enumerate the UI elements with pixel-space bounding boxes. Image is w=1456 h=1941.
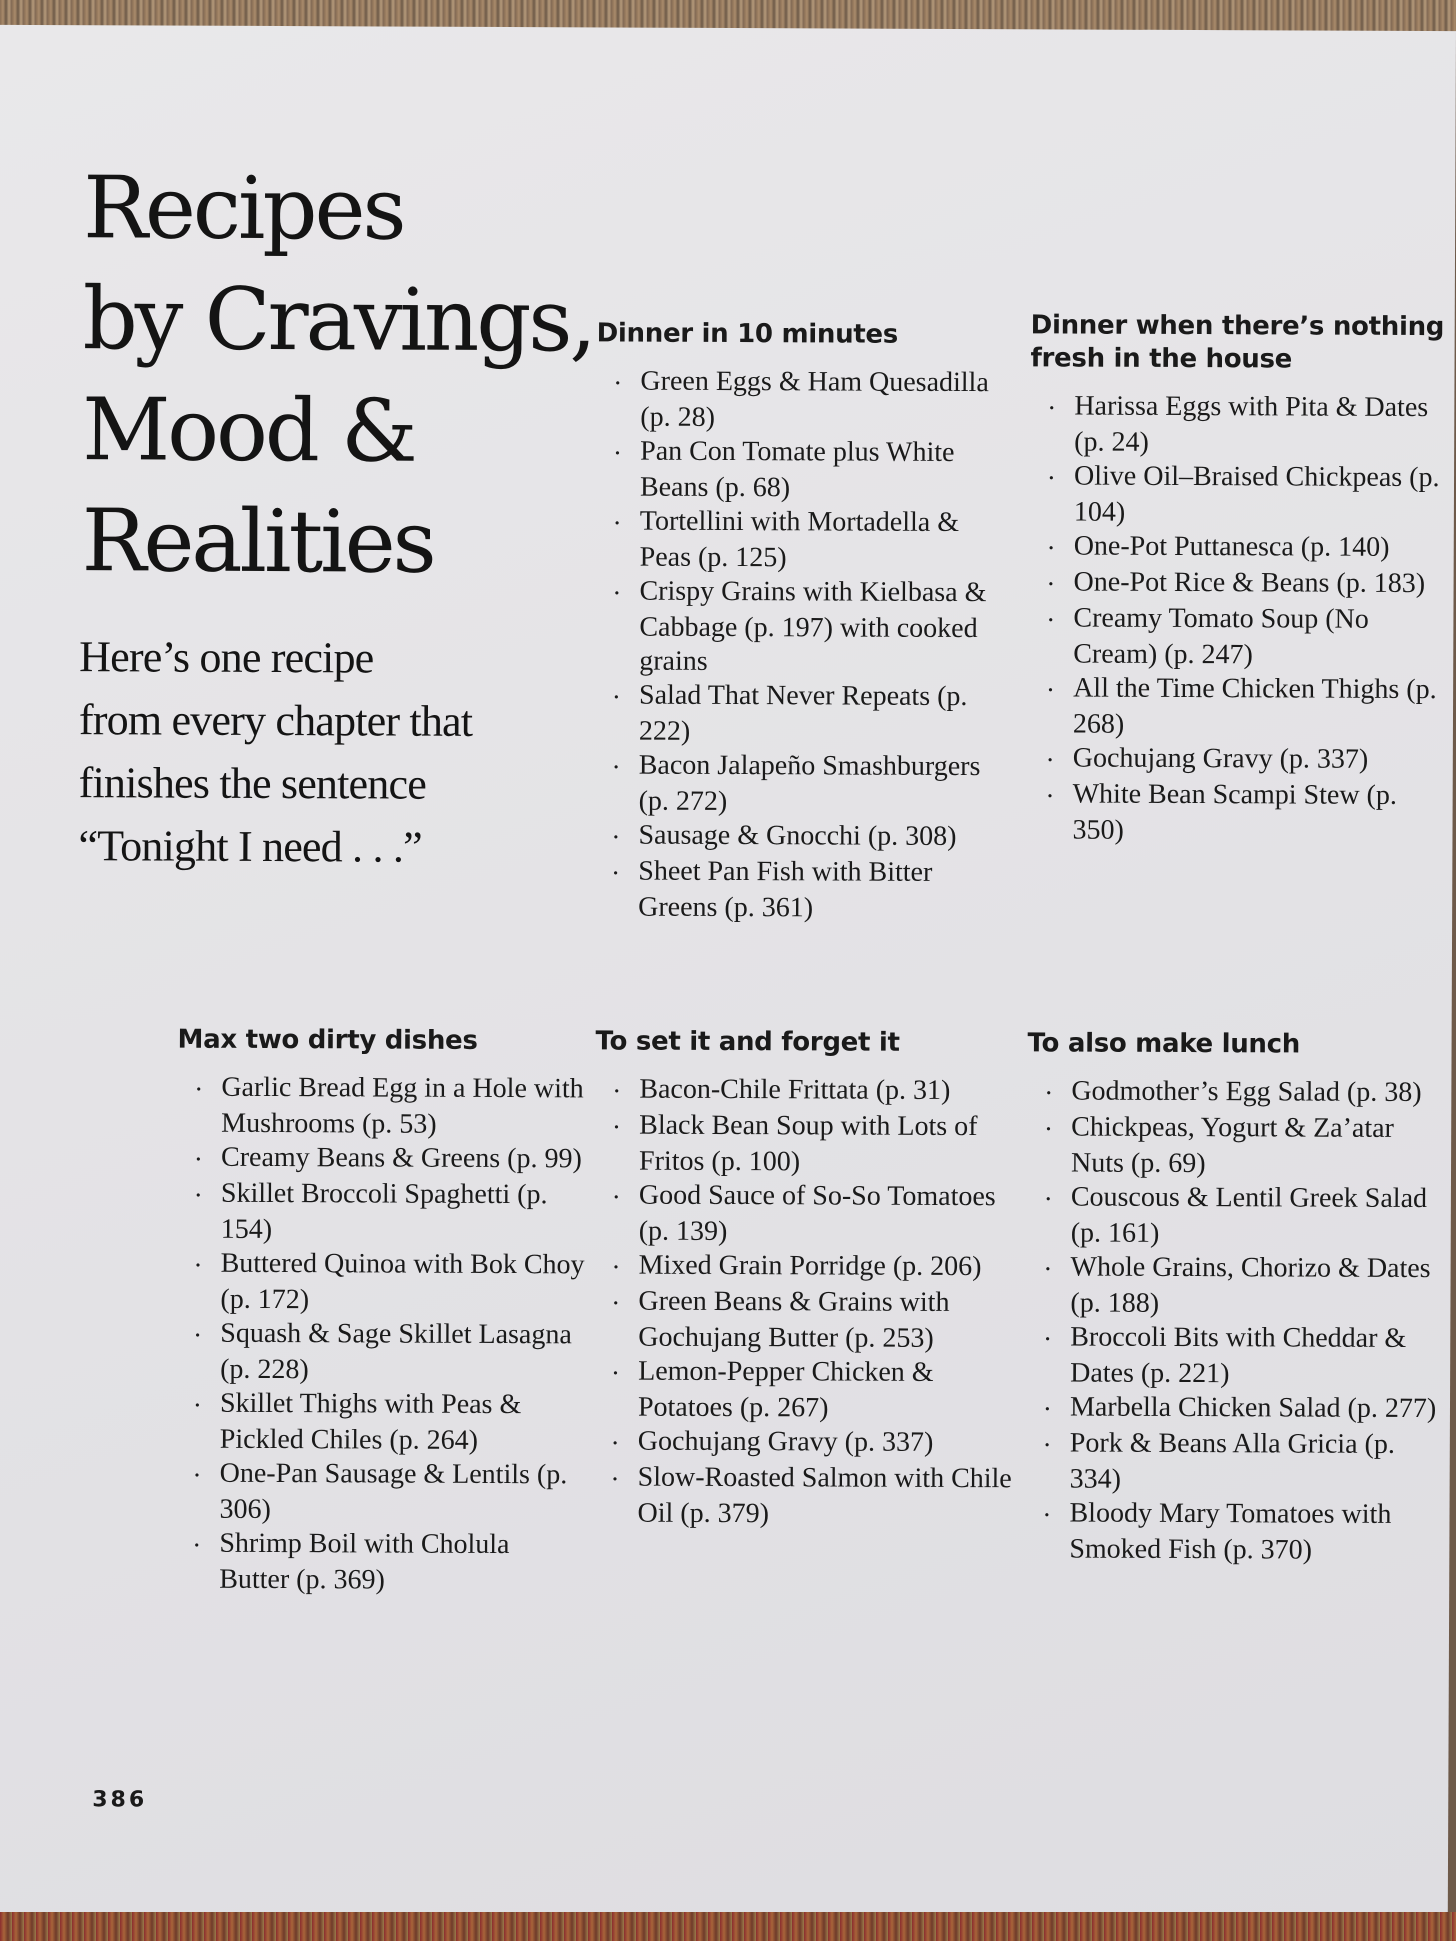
recipe-item — [177, 1177, 587, 1249]
bullet-icon: · — [1045, 1118, 1052, 1141]
intro-line: finishes the sentence — [78, 758, 427, 809]
bullet-icon: · — [611, 1468, 619, 1491]
section-heading: To also make lunch — [1027, 1028, 1301, 1060]
recipe-text: Buttered Quinoa with Bok Choy (p. 172) — [220, 1247, 585, 1316]
recipe-text: Bloody Mary Tomatoes with Smoked Fish (p. 370) — [1069, 1497, 1392, 1566]
recipe-text: Shrimp Boil with Cholula Butter (p. 369) — [219, 1527, 510, 1596]
recipe-text: One-Pot Rice & Beans (p. 183) — [1073, 566, 1426, 600]
title-line: Realities — [81, 491, 435, 593]
recipe-text: Skillet Broccoli Spaghetti (p. 154) — [220, 1177, 548, 1246]
recipe-item — [595, 1248, 1015, 1286]
recipe-text: Good Sauce of So-So Tomatoes (p. 139) — [638, 1179, 996, 1248]
bullet-icon: · — [613, 1080, 621, 1103]
recipe-text: Harissa Eggs with Pita & Dates (p. 24) — [1074, 390, 1429, 458]
bullet-icon: · — [612, 1292, 620, 1315]
bullet-icon: · — [1044, 1258, 1052, 1281]
recipe-text: Marbella Chicken Salad (p. 277) — [1069, 1391, 1437, 1425]
recipe-item — [594, 1424, 1014, 1462]
bullet-icon: · — [1047, 679, 1054, 702]
section-heading: Dinner in 10 minutes — [596, 318, 899, 350]
bullet-icon: · — [1046, 749, 1054, 772]
recipe-list — [1028, 389, 1450, 849]
bullet-icon: · — [1043, 1398, 1051, 1421]
recipe-text: Pan Con Tomate plus White Beans (p. 68) — [639, 435, 955, 504]
recipe-item — [594, 854, 1014, 926]
recipe-item — [177, 1141, 587, 1179]
recipe-text: All the Time Chicken Thighs (p. 268) — [1072, 672, 1437, 740]
bullet-icon: · — [1043, 1434, 1051, 1457]
section-also-make-lunch — [1025, 1027, 1447, 1568]
recipe-text: Bacon-Chile Frittata (p. 31) — [639, 1073, 951, 1106]
recipe-item — [175, 1527, 585, 1599]
recipe-item — [1025, 1496, 1445, 1568]
bullet-icon: · — [612, 862, 620, 885]
recipe-item — [175, 1457, 585, 1529]
bullet-icon: · — [612, 1256, 620, 1279]
recipe-item — [1026, 1320, 1446, 1392]
bullet-icon: · — [1046, 785, 1054, 808]
bullet-icon: · — [612, 1186, 620, 1209]
recipe-text: One-Pan Sausage & Lentils (p. 306) — [219, 1457, 568, 1526]
title-line: by Cravings, — [82, 269, 595, 372]
recipe-item — [1029, 601, 1449, 673]
intro-line: from every chapter that — [78, 695, 473, 746]
bullet-icon: · — [614, 372, 622, 395]
recipe-text: Sheet Pan Fish with Bitter Greens (p. 361) — [638, 855, 933, 924]
recipe-item — [1030, 529, 1450, 567]
bullet-icon: · — [614, 442, 621, 465]
recipe-item — [1030, 459, 1450, 531]
recipe-item — [594, 818, 1014, 856]
recipe-item — [177, 1071, 587, 1143]
title-line: Mood & — [82, 380, 416, 482]
section-dinner-in-10-minutes — [594, 317, 1017, 926]
bullet-icon: · — [195, 1148, 202, 1171]
recipe-text: Garlic Bread Egg in a Hole with Mushrooms (p. 53) — [221, 1071, 584, 1140]
recipe-item — [176, 1247, 586, 1319]
recipe-item — [596, 364, 1016, 436]
bullet-icon: · — [194, 1324, 202, 1347]
recipe-text: Gochujang Gravy (p. 337) — [1072, 742, 1369, 775]
recipe-item — [1027, 1110, 1447, 1182]
recipe-item — [176, 1387, 586, 1459]
section-heading: Max two dirty dishes — [177, 1024, 478, 1056]
bullet-icon: · — [613, 686, 620, 709]
bullet-icon: · — [193, 1534, 201, 1557]
page-title — [81, 153, 595, 599]
recipe-text: Olive Oil–Braised Chickpeas (p. 104) — [1073, 460, 1440, 528]
recipe-text: Whole Grains, Chorizo & Dates (p. 188) — [1070, 1251, 1431, 1319]
recipe-item — [1026, 1426, 1446, 1498]
book-page — [0, 25, 1456, 1921]
recipe-text: Slow-Roasted Salmon with Chile Oil (p. 379) — [637, 1461, 1012, 1530]
bullet-icon: · — [612, 756, 620, 779]
recipe-item — [595, 678, 1015, 750]
bullet-icon: · — [1043, 1504, 1051, 1527]
bullet-icon: · — [1044, 1328, 1052, 1351]
bullet-icon: · — [193, 1464, 201, 1487]
recipe-text: Creamy Tomato Soup (No Cream) (p. 247) — [1073, 602, 1369, 671]
recipe-item — [596, 434, 1016, 506]
recipe-text: Couscous & Lentil Greek Salad (p. 161) — [1070, 1181, 1428, 1249]
recipe-item — [1029, 741, 1449, 779]
recipe-text: Black Bean Soup with Lots of Fritos (p. 100) — [638, 1109, 978, 1178]
recipe-text: Sausage & Gnocchi (p. 308) — [638, 819, 957, 853]
recipe-item — [1027, 1180, 1447, 1252]
recipe-item — [1027, 1074, 1447, 1112]
recipe-text: Godmother’s Egg Salad (p. 38) — [1071, 1075, 1422, 1109]
bullet-icon: · — [1047, 467, 1055, 490]
intro-line: “Tonight I need . . .” — [78, 821, 422, 872]
recipe-text: One-Pot Puttanesca (p. 140) — [1073, 530, 1390, 563]
intro-line: Here’s one recipe — [79, 632, 374, 683]
bullet-icon: · — [193, 1394, 201, 1417]
recipe-item — [1026, 1390, 1446, 1428]
recipe-item — [595, 574, 1015, 680]
recipe-text: Creamy Beans & Greens (p. 99) — [221, 1141, 582, 1175]
recipe-item — [1030, 389, 1450, 461]
bullet-icon: · — [1044, 1188, 1052, 1211]
bullet-icon: · — [1047, 609, 1055, 632]
bullet-icon: · — [613, 1116, 620, 1139]
recipe-list — [1025, 1074, 1447, 1568]
recipe-text: Salad That Never Repeats (p. 222) — [638, 679, 968, 747]
bullet-icon: · — [1047, 573, 1055, 596]
recipe-item — [596, 504, 1016, 576]
recipe-item — [595, 1178, 1015, 1250]
bullet-icon: · — [1048, 397, 1056, 420]
recipe-text: Crispy Grains with Kielbasa & Cabbage (p. 197) with cooked grains — [639, 575, 987, 677]
bullet-icon: · — [613, 582, 621, 605]
recipe-text: Broccoli Bits with Cheddar & Dates (p. 221) — [1070, 1321, 1407, 1390]
recipe-text: Green Eggs & Ham Quesadilla (p. 28) — [640, 365, 989, 433]
recipe-text: Skillet Thighs with Peas & Pickled Chiles (p. 264) — [219, 1387, 522, 1456]
bullet-icon: · — [194, 1254, 202, 1277]
bullet-icon: · — [194, 1184, 202, 1207]
title-line: Recipes — [82, 158, 404, 260]
recipe-text: Lemon-Pepper Chicken & Potatoes (p. 267) — [637, 1355, 934, 1424]
recipe-item — [1028, 777, 1448, 849]
recipe-text: Squash & Sage Skillet Lasagna (p. 228) — [220, 1317, 572, 1386]
section-max-two-dirty-dishes — [175, 1024, 587, 1599]
fabric-background-bottom — [0, 1912, 1456, 1941]
recipe-item — [1026, 1250, 1446, 1322]
recipe-text: Green Beans & Grains with Gochujang Butter (p. 253) — [638, 1285, 950, 1354]
recipe-item — [1029, 671, 1449, 743]
recipe-text: White Bean Scampi Stew (p. 350) — [1072, 778, 1397, 846]
recipe-item — [176, 1317, 586, 1389]
recipe-text: Chickpeas, Yogurt & Za’atar Nuts (p. 69) — [1070, 1111, 1394, 1180]
recipe-item — [594, 1284, 1014, 1356]
recipe-list — [593, 1072, 1015, 1532]
recipe-text: Pork & Beans Alla Gricia (p. 334) — [1069, 1427, 1395, 1495]
recipe-text: Gochujang Gravy (p. 337) — [637, 1425, 934, 1458]
recipe-item — [1030, 565, 1450, 603]
recipe-item — [595, 748, 1015, 820]
recipe-text: Tortellini with Mortadella & Peas (p. 125) — [639, 505, 960, 574]
recipe-item — [595, 1108, 1015, 1180]
bullet-icon: · — [1047, 537, 1055, 560]
recipe-item — [595, 1072, 1015, 1110]
bullet-icon: · — [612, 1362, 619, 1385]
bullet-icon: · — [612, 826, 620, 849]
page-number: 386 — [92, 1787, 148, 1813]
recipe-list — [594, 364, 1016, 926]
section-heading: Dinner when there’s nothing fresh in the house — [1030, 310, 1445, 375]
recipe-item — [593, 1460, 1013, 1532]
section-set-it-and-forget-it — [593, 1025, 1015, 1532]
bullet-icon: · — [613, 512, 621, 535]
recipe-text: Mixed Grain Porridge (p. 206) — [638, 1249, 982, 1283]
recipe-list — [175, 1071, 587, 1599]
bullet-icon: · — [195, 1078, 203, 1101]
recipe-item — [594, 1354, 1014, 1426]
recipe-text: Bacon Jalapeño Smashburgers (p. 272) — [638, 749, 981, 818]
bullet-icon: · — [1045, 1082, 1053, 1105]
section-heading: To set it and forget it — [595, 1026, 900, 1058]
intro-text — [78, 625, 539, 879]
bullet-icon: · — [611, 1432, 619, 1455]
section-nothing-fresh — [1028, 309, 1450, 849]
